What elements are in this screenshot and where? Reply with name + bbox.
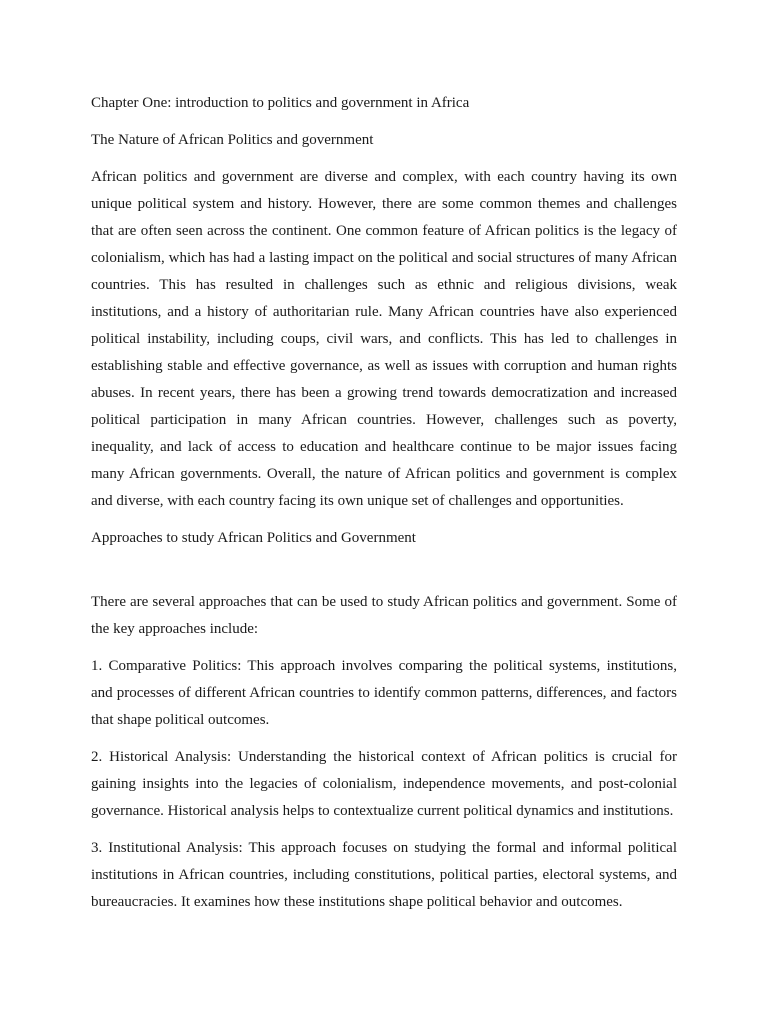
list-item-comparative-politics: 1. Comparative Politics: This approach involves comparing the political systems, institutions, and processes of different African countries to identify common patterns, differences, and factors that shape political outcomes. bbox=[91, 658, 677, 728]
section-title-nature: The Nature of African Politics and government bbox=[91, 132, 374, 148]
chapter-title: Chapter One: introduction to politics and government in Africa bbox=[91, 95, 470, 111]
paragraph-approaches-intro: There are several approaches that can be used to study African politics and government. Some of the key approaches include: bbox=[91, 594, 677, 637]
list-item-historical-analysis: 2. Historical Analysis: Understanding the historical context of African politics is crucial for gaining insights into the legacies of colonialism, independence movements, and post-colonial governance. Historical analysis helps to contextualize current political dynamics and institutions. bbox=[91, 749, 677, 819]
section-title-approaches: Approaches to study African Politics and Government bbox=[91, 530, 416, 546]
paragraph-nature: African politics and government are diverse and complex, with each country having its own unique political system and history. However, there are some common themes and challenges that are often seen across the continent. One common feature of African politics is the legacy of colonialism, which has had a lasting impact on the political and social structures of many African countries. This has resulted in challenges such as ethnic and religious divisions, weak institutions, and a history of authoritarian rule. Many African countries have also experienced political instability, including coups, civil wars, and conflicts. This has led to challenges in establishing stable and effective governance, as well as issues with corruption and human rights abuses. In recent years, there has been a growing trend towards democratization and increased political participation in many African countries. However, challenges such as poverty, inequality, and lack of access to education and healthcare continue to be major issues facing many African governments. Overall, the nature of African politics and government is complex and diverse, with each country facing its own unique set of challenges and opportunities. bbox=[91, 169, 677, 509]
document-body bbox=[91, 90, 677, 926]
blank-line bbox=[91, 562, 677, 589]
list-item-institutional-analysis: 3. Institutional Analysis: This approach focuses on studying the formal and informal political institutions in African countries, including constitutions, political parties, electoral systems, and bureaucracies. It examines how these institutions shape political behavior and outcomes. bbox=[91, 840, 677, 910]
